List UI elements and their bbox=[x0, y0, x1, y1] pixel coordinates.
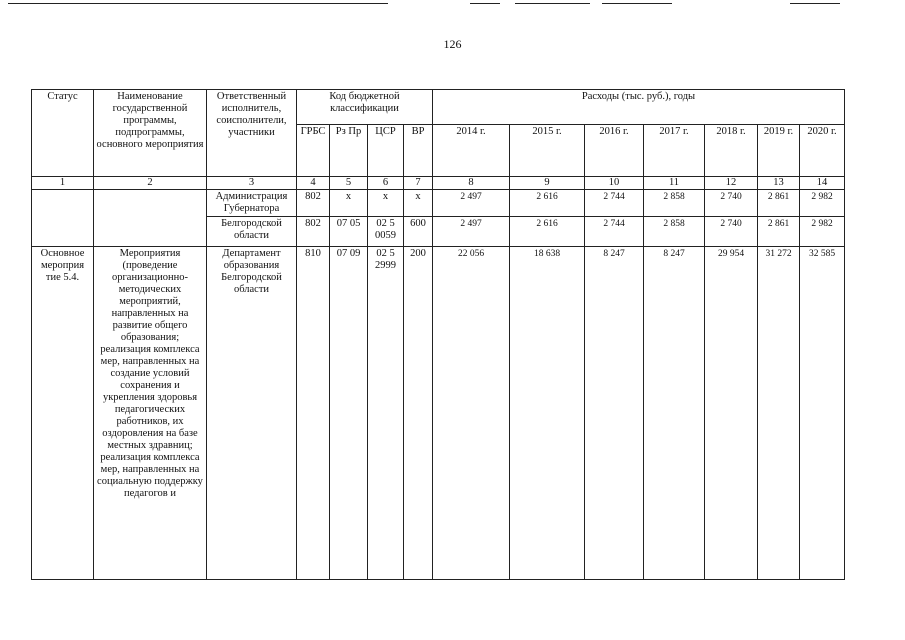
column-number: 3 bbox=[207, 177, 297, 190]
column-number: 9 bbox=[510, 177, 585, 190]
cell-value: 29 954 bbox=[705, 247, 758, 580]
header-year: 2017 г. bbox=[644, 125, 705, 177]
cell-value: 2 616 bbox=[510, 190, 585, 217]
cell-value: 32 585 bbox=[800, 247, 845, 580]
header-year: 2020 г. bbox=[800, 125, 845, 177]
cell-value: 2 744 bbox=[585, 217, 644, 247]
cell-vr: 200 bbox=[404, 247, 433, 580]
cell-vr: 600 bbox=[404, 217, 433, 247]
cell-name: Мероприятия (проведение организационно-методических мероприятий, направленных на развитие общего образования; реализация комплекса мер, направленных на создание условий сохранения и укрепления здоровья педагогических работников, их оздоровления на базе местных здравниц; реализация комплекса мер, направленных на социальную поддержку педагогов и bbox=[94, 247, 207, 580]
cell-value: 31 272 bbox=[758, 247, 800, 580]
header-executor: Ответственный исполнитель, соисполнители, участники bbox=[207, 90, 297, 177]
table-row bbox=[32, 247, 845, 580]
header-name: Наименование государственной программы, подпрограммы, основного мероприятия bbox=[94, 90, 207, 177]
cell-value: 2 740 bbox=[705, 217, 758, 247]
cell-executor: Белгородской области bbox=[207, 217, 297, 247]
top-border-line bbox=[8, 3, 388, 4]
header-year: 2014 г. bbox=[433, 125, 510, 177]
header-row-1 bbox=[32, 90, 845, 125]
cell-executor: Администрация Губернатора bbox=[207, 190, 297, 217]
cell-rzpr: 07 09 bbox=[330, 247, 368, 580]
cell-grbs: 802 bbox=[297, 190, 330, 217]
cell-value: 18 638 bbox=[510, 247, 585, 580]
column-number: 2 bbox=[94, 177, 207, 190]
header-year: 2015 г. bbox=[510, 125, 585, 177]
cell-value: 2 616 bbox=[510, 217, 585, 247]
cell-grbs: 810 bbox=[297, 247, 330, 580]
cell-value: 2 497 bbox=[433, 217, 510, 247]
budget-table bbox=[31, 89, 845, 580]
cell-value: 2 744 bbox=[585, 190, 644, 217]
cell-rzpr: 07 05 bbox=[330, 217, 368, 247]
column-number: 5 bbox=[330, 177, 368, 190]
column-number: 11 bbox=[644, 177, 705, 190]
column-number-row bbox=[32, 177, 845, 190]
cell-value: 8 247 bbox=[585, 247, 644, 580]
header-budget-code: Код бюджетной классификации bbox=[297, 90, 433, 125]
column-number: 14 bbox=[800, 177, 845, 190]
cell-value: 2 858 bbox=[644, 217, 705, 247]
cell-csr: x bbox=[368, 190, 404, 217]
column-number: 6 bbox=[368, 177, 404, 190]
cell-csr: 02 5 2999 bbox=[368, 247, 404, 580]
cell-value: 22 056 bbox=[433, 247, 510, 580]
top-border-line bbox=[470, 3, 500, 4]
cell-executor: Департамент образования Белгородской области bbox=[207, 247, 297, 580]
column-number: 8 bbox=[433, 177, 510, 190]
column-number: 12 bbox=[705, 177, 758, 190]
cell-grbs: 802 bbox=[297, 217, 330, 247]
cell-status bbox=[32, 190, 94, 247]
cell-value: 2 497 bbox=[433, 190, 510, 217]
cell-value: 2 858 bbox=[644, 190, 705, 217]
header-rzpr: Рз Пр bbox=[330, 125, 368, 177]
header-status: Статус bbox=[32, 90, 94, 177]
top-border-line bbox=[602, 3, 672, 4]
top-border-line bbox=[790, 3, 840, 4]
cell-value: 2 740 bbox=[705, 190, 758, 217]
cell-vr: x bbox=[404, 190, 433, 217]
cell-rzpr: x bbox=[330, 190, 368, 217]
header-csr: ЦСР bbox=[368, 125, 404, 177]
header-grbs: ГРБС bbox=[297, 125, 330, 177]
header-year: 2018 г. bbox=[705, 125, 758, 177]
column-number: 13 bbox=[758, 177, 800, 190]
header-year: 2016 г. bbox=[585, 125, 644, 177]
header-year: 2019 г. bbox=[758, 125, 800, 177]
cell-value: 2 861 bbox=[758, 190, 800, 217]
page-number: 126 bbox=[443, 37, 462, 51]
column-number: 10 bbox=[585, 177, 644, 190]
cell-name bbox=[94, 190, 207, 247]
cell-value: 2 861 bbox=[758, 217, 800, 247]
cell-status: Основное мероприя тие 5.4. bbox=[32, 247, 94, 580]
cell-value: 2 982 bbox=[800, 217, 845, 247]
column-number: 7 bbox=[404, 177, 433, 190]
table-row bbox=[32, 190, 845, 217]
cell-csr: 02 5 0059 bbox=[368, 217, 404, 247]
cell-value: 2 982 bbox=[800, 190, 845, 217]
column-number: 1 bbox=[32, 177, 94, 190]
header-vr: ВР bbox=[404, 125, 433, 177]
top-border-line bbox=[515, 3, 590, 4]
header-expenses: Расходы (тыс. руб.), годы bbox=[433, 90, 845, 125]
column-number: 4 bbox=[297, 177, 330, 190]
cell-value: 8 247 bbox=[644, 247, 705, 580]
